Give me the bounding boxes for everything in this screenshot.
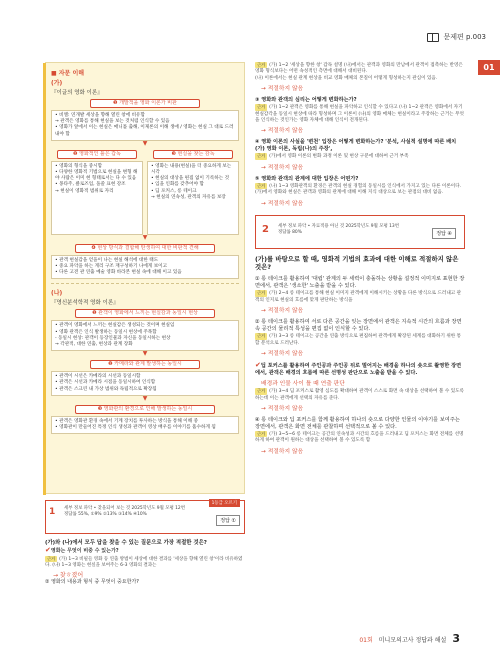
flow-box-4 <box>51 320 239 351</box>
flow5-line: • 관객은 시선과 카메라 시점을 동일시하여 인식함 <box>55 380 156 386</box>
question-info-line: 정답률 80% <box>278 229 302 235</box>
flow2a-line: • 몽타주, 클로즈업, 돌쓸 표현 강조 <box>55 182 126 188</box>
flow2a-line: → 현실이 영화적 범위로 자리 <box>55 188 114 194</box>
question-2-text: (가)를 바탕으로 할 때, 영화적 기법의 효과에 대한 이해로 적절하지 않은 것은? <box>255 254 459 272</box>
handwritten-note: → 적절하지 않음 <box>261 164 304 171</box>
flow1-line: • 비엘: 연개발 세상을 향해 열린 창에 비유함 <box>55 113 145 118</box>
explain-text: (가) 1~2 '세상을 향한 창' 갑독 설명 (나)에서는 관객과 영화의 만남에서 관객이 접촉하는 반영은 영화 형식보다는 어떤 속성적인 측면에 대해서 대비된다. <box>255 63 463 75</box>
evidence-tag: 근거 <box>257 62 266 67</box>
question-1-header <box>45 500 245 534</box>
chapter-tab: 01 <box>478 60 500 75</box>
handwritten-note: 배경과 인물 사이 틀 때 연출 판단 <box>261 381 345 388</box>
flow1-line: → 관객은 영화를 통해 현실을 보는 것처럼 인식할 수 있음 <box>55 119 170 125</box>
flow4-line: • 관객이 영화에서 느끼는 현실감은 생성되는 것이며 현실임 <box>55 323 175 329</box>
question-number: 2 <box>262 223 269 235</box>
explain-text: (가) 3~4 딥 포커스로 촬영 심도를 확대하여 관객이 스스로 화면 속 대상을 선택하여 볼 수 있도록 하는데 이는 관객에게 선택의 자유를 준다. <box>255 389 465 401</box>
explain-line <box>255 104 465 124</box>
flow4-line: - 동일시 현상: 관객이 등장인물과 자신을 동일시하는 현상 <box>55 335 171 341</box>
section-label: ■ 자문 이해 <box>51 70 85 77</box>
flow2a-line: • 다양한 영화적 기법으로 현실을 변형 해야 사람은 이미 현 형태로서는 다 수 있음 <box>55 170 138 182</box>
flow-head-3: ❹ 현상 방식과 결합해 탄생하여 대한 비판적 견해 <box>75 244 215 253</box>
flow3-line: • 관객 현실감을 얻을이 나는 현실 해석에 대한 태도 <box>55 257 159 263</box>
ga-theory-title: 『이글의 영화 이론』 <box>51 90 103 96</box>
evidence-tag: 근거 <box>257 182 266 188</box>
summary-box <box>45 62 245 494</box>
explain-text: (가)에서 영화 이론의 변화 과정 이론 및 현상 구분에 대하여 근거 부족 <box>269 154 409 160</box>
explain-line <box>255 333 465 347</box>
part-na-label: (나) <box>51 290 63 298</box>
evidence-tag: 근거 <box>257 104 266 110</box>
handwritten-note: → 적절하지 않음 <box>261 308 304 315</box>
explain-line <box>255 153 465 160</box>
choice-1-explain-text: (가) 1~3 비필들 영화 등 연출 방법이 세상에 대한 결과를 '세상을 향해 열린 창'이라 비유하였다. (나) 1~3 영화는 현실을 보여주는 6-3 영화의 결과는 <box>45 557 243 569</box>
q2-choice-3-text: 딥 포커스를 활용하여 주인공과 주인공 뒤로 멀어지는 배경을 하나의 숏으로 촬영한 장면에서, 관객은 배경의 흐름에 따른 선명성 판단으로 노출을 받을 수 있다. <box>255 363 462 377</box>
checkmark-icon: ✔ <box>255 361 261 370</box>
flow-box-6 <box>51 416 239 434</box>
arrow-down-icon: ▼ <box>142 394 148 402</box>
explain-line: (나) 이론에서는 현실 관계 현상을 비교 영화 매체의 본질이 어떻게 형성하는지 관심이 있음. <box>255 75 438 81</box>
handwritten-note: → 적절하지 않음 <box>261 128 304 135</box>
flow2b-line: → 현실의 연속성, 관객의 자유를 보장 <box>151 194 226 200</box>
flow1-line: • 영화가 앞에서 이는 현실은 매니틀 출해, 이제론의 이해 생애 / 영화는 현실 그 대로 드러내야 함 <box>55 125 234 137</box>
flow4-line: → 각관적, 대한 연출, 현상과 관계 장화 <box>55 342 133 348</box>
q2-choice-3 <box>255 362 465 377</box>
choice-3: ③ 영화와 관객의 심리는 어떻게 변화하는가? <box>255 97 357 104</box>
flow-col-a <box>51 147 143 235</box>
question-info-line: 세부 정보 파악 • 찾을되어 보는 것 2025학년도 9월 모평 12번 <box>64 506 185 511</box>
choice-1-explain <box>45 556 245 570</box>
divider <box>51 283 239 284</box>
explain-line <box>255 431 465 445</box>
answer-label: 정답 ④ <box>432 228 456 239</box>
flow-head-6: ❸ 영화관의 환경으로 인해 발생하는 동일시 <box>75 405 215 414</box>
explain-text: (가) 1~2 관객은 영화를 통해 현실을 파악하고 인식할 수 있다고 (나) 1~2 관객은 영화에서 자기 현실감각을 동일시 현상에 따라 형성하며 그 이론이 (나)의 영화 매체는 현실이라고 주장하는 근거는 무엇을 인식하는 것인가는 영화 자체에 대해 인식이 전개된다. <box>255 105 464 124</box>
flow2a-line: • 영화의 형식을 중시함 <box>55 163 103 169</box>
explain-text: (가) 3~5~6 롱 테이크는 공간의 연속성과 시간의 흐름을 드러내고 딥 포커스는 화면 전체를 선명하게 하여 관객이 원하는 대상을 선택하여 볼 수 있도록 함 <box>255 431 464 444</box>
explain-text: (가) 3~3 롱 테이크는 공간을 연출 방식으로 편집하여 관객에게 확장된 세계를 대화하기 위한 통합 분석으로 드러난다. <box>255 334 462 346</box>
flow-col-b <box>147 147 239 235</box>
question-info-line: 정답률 55%, ①9% ②13% ③14% ④10% <box>64 512 147 517</box>
handwritten-note: → 적절하지 않음 <box>261 351 304 358</box>
flow6-line: • 영화관이 만들어진 특정 인식 생성과 관객이 영상 배우를 이야기를 흡수하게 됨 <box>55 425 216 431</box>
explain-line <box>255 62 465 76</box>
flow2b-line: • 입을 인화를 갖추어야 함 <box>151 182 204 188</box>
page-number: 3 <box>452 632 460 645</box>
handwritten-note: → 적절하지 않음 <box>261 86 304 93</box>
checkmark-icon: ✔ <box>45 546 51 554</box>
q2-choice-1: ① 롱 테이크를 활용하여 '대립' 관계의 두 세력이 충돌하는 상황을 설정적 이미지로 표현한 장면에서, 관객은 '생소한' 노출을 받을 수 있다. <box>255 276 465 290</box>
answer-label: 정답 ① <box>216 515 240 526</box>
evidence-tag: 근거 <box>47 556 56 561</box>
flow2b-line: • 현실의 대상을 편집 없이 기록하는 것 <box>151 176 230 182</box>
flow-head-5: ❷ 카메라와 관계 발생하는 동일시 <box>90 360 200 369</box>
flow3-line: • 중요 파악을 하는 게리 구조 재구성하기 나에게 보이고 <box>55 264 168 270</box>
evidence-tag: 근거 <box>257 388 266 394</box>
flow6-line: • 관객은 영화관 환경 속에서 기계 장치를 투사하는 방식을 통해 이해 중 <box>55 418 199 424</box>
flow-head-4: ❶ 관객이 영화에서 느끼는 현실감과 동일시 현상 <box>75 309 215 318</box>
evidence-tag: 근거 <box>257 333 266 339</box>
difficulty-badge: 1등급 오르기 <box>209 499 240 507</box>
page-ref <box>427 32 486 42</box>
handwritten-note: → 적절하지 않음 <box>261 448 304 455</box>
explain-line <box>255 388 465 402</box>
handwritten-note: → 찾ㅎ졌어 <box>53 571 84 579</box>
flow-head-1: ❶ 개발적을 영화 이론가 비판 <box>90 99 200 108</box>
question-1-text: (가)와 (나)에서 모두 답을 찾을 수 있는 질문으로 가장 적절한 것은? <box>45 540 207 546</box>
left-column <box>45 62 245 586</box>
explain-text: (나) 1~3 영화관객의 환경은 관객의 현실 경험의 동일시를 인식에서 가지고 있는 다른 이론이다. (가)에서 영화와 현실은 관객과 영화의 관계에 대해 이해 지식 대상으로 보는 관점의 대비 없음. <box>255 183 462 196</box>
q2-choice-2: ② 롱 테이크를 활용하여 서로 다른 공간을 잇는 장면에서 관객은 지속적 시간의 흐름과 장면 속 공간의 물리적 특성을 편집 없이 인식할 수 있다. <box>255 319 462 333</box>
flow-box-1 <box>51 110 239 141</box>
flow-box-2a <box>51 161 143 235</box>
part-ga-label: (가) <box>51 80 63 87</box>
page-ref-text: 문제편 p.003 <box>443 33 486 41</box>
evidence-tag: 근거 <box>257 290 266 296</box>
summary-accent-bar <box>43 63 46 495</box>
na-theory-title: 『영신분석학적 영화 이론』 <box>51 300 119 307</box>
arrow-down-icon: ▼ <box>142 233 148 241</box>
flow5-line: • 관객이 시선은 카메라의 시선과 동일시함 <box>55 374 141 380</box>
evidence-tag: 근거 <box>257 153 266 159</box>
q2-choice-4: ④ 롱 테이크와 딥 포커스를 함께 활용하여 하나의 숏으로 다양한 인물의 이야기를 보여주는 장면에서, 관객은 화면 전체를 관찰하며 선택적으로 볼 수 있다. <box>255 416 460 430</box>
flow2b-line: • 딥 포커스, 롱 테이크 <box>151 188 197 194</box>
flow-box-2b <box>147 161 239 235</box>
flow5-line: • 관객은 스크린 내 가상 범위와 독립적으로 확장됨 <box>55 386 157 392</box>
flow3-line: • 다른 고전 관 연출 예술 영화 바라본 현실 속에 대해 이고 있음 <box>55 270 182 276</box>
explain-line <box>255 290 465 304</box>
flow2b-line: • 영화는 내용(현실)을 더 중요하게 보는 시각 <box>151 163 232 176</box>
flow-box-3 <box>51 255 239 280</box>
evidence-tag: 근거 <box>257 430 266 436</box>
question-info <box>278 224 428 236</box>
arrow-down-icon: ▼ <box>142 139 148 147</box>
footer-label: 미니모의고사 정답과 해설 <box>378 637 447 644</box>
flow-head-2b: ❸ 현실을 찾는 감독 <box>153 150 233 159</box>
question-info-line: 세부 정보 파악 • 자료적용 아닌 것 2025학년도 9월 모평 13번 <box>278 223 399 229</box>
flow4-line: • 영화 관객은 인식 발생하는 동일시 현상에 주목함 <box>55 329 157 335</box>
flow-two-col <box>51 147 239 235</box>
choice-4: ④ 영화 이론의 사실을 '변천' 입장은 어떻게 변화하는가? '분석, 사실적 설명에 따른 배치 (가) 영화 이론, 독립(나)의 주장', <box>255 139 457 153</box>
arrow-down-icon: ▼ <box>142 350 148 358</box>
choice-1 <box>45 547 245 555</box>
choice-5: ⑤ 영화와 관객의 관계에 대한 입장은 어떤가? <box>255 175 359 182</box>
choice-1-text: 영화는 무엇이 비중 수 있는가? <box>50 548 119 554</box>
footer-exam: 01회 <box>359 637 373 644</box>
question-info <box>64 506 204 518</box>
book-icon <box>427 33 439 42</box>
explain-line <box>255 183 465 197</box>
flow-head-2a: ❷ 영화적인 틀은 갑독 <box>57 150 137 159</box>
question-2-header <box>255 215 465 249</box>
flow-box-5 <box>51 371 239 396</box>
handwritten-note: → 적절하지 않음 <box>261 200 304 207</box>
page-footer <box>359 632 460 645</box>
explain-text: (가) 2~4 롱 테이크를 통해 현실 이미지 관객에게 이해시키는 상황을 다른 방식으로 드러내고 관객의 인지로 현실의 흐름에 맞게 판단하는 방식을 <box>255 291 462 303</box>
right-column <box>255 62 465 456</box>
question-number: 1 <box>49 507 56 517</box>
handwritten-note: → 적절하지 않음 <box>261 405 304 412</box>
choice-2: ② 영화의 내용과 형식 중 무엇이 중요한가? <box>45 578 139 585</box>
